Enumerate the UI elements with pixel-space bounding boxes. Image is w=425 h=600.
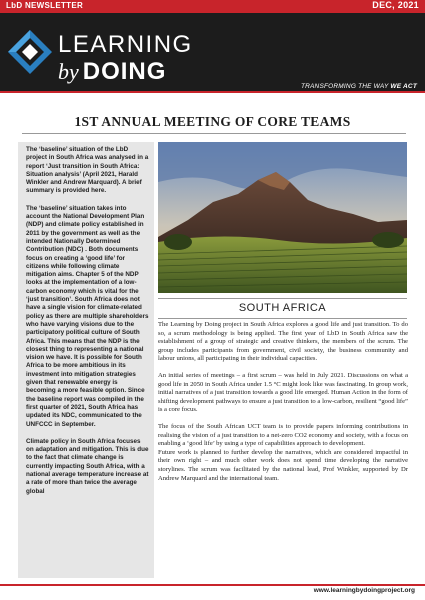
diamond-logo-icon [7, 29, 53, 75]
brand-by-doing [58, 58, 166, 86]
brand-learning: LEARNING [58, 31, 193, 58]
mountain-vineyard-image [158, 142, 407, 293]
title-divider [22, 133, 406, 134]
body-paragraph: The focus of the South African UCT team is to provide papers informing contributions in realising the vision of a just transition to a net-zero CO2 economy and society, with a focus on enabling a ‘good life’ by using a type of capabilities approach to development. [158, 422, 408, 448]
body-paragraph: Future work is planned to further develop the narratives, which are considered impactful in their own right – and much other work does not spend time developing the narrative storylines. The scrum was facilitated by the national lead, Prof Winkler, supported by Dr Andrew Marquard and the international team. [158, 448, 408, 482]
section-heading: SOUTH AFRICA [238, 302, 327, 314]
newsletter-label: LbD NEWSLETTER [6, 1, 84, 10]
sidebar-paragraph: The ‘baseline’ situation takes into account the National Development Plan (NDP) and climate policy established in 2011 by the government as well as the intended Nationally Determined Contribution (NDC) . Both documents focus on creating a ‘good life’ for citizens while following climate mitigation aims. Chapter 5 of the NDP looks at the implementation of a low-carbon economy which is vital for the ‘just transition’. South Africa does not have a single vision for climate-related policy as there are multiple shareholders who have varying visions due to the participatory political culture of South Africa. This means that the NDP is the closest thing to representing a national vision we have. It is possible for South Africa to be more ambitious in its investment into mitigation strategies given that renewable energy is becoming a more feasible option. Since the baseline report was compiled in the first quarter of 2021, South Africa has updated its NDC, communicated to the UNFCCC in September. [26, 204, 149, 428]
tagline [301, 83, 417, 90]
section-divider-top [158, 298, 407, 299]
body-paragraph: The Learning by Doing project in South Africa explores a good life and just transition. To do so, a scrum methodology is being applied. The first year of LbD in South Africa saw the establishment of a group of strategic and creative thinkers, the members of the scrum. The group includes participants from government, civil society, the business community and labour unions, all participating in their individual capacities. [158, 321, 408, 363]
issue-date: DEC, 2021 [372, 0, 419, 10]
sidebar-paragraph: Climate policy in South Africa focuses on adaptation and mitigation. This is due to the fact that climate change is currently impacting South Africa, with a national average temperature increase at a rate of more than twice the average global [26, 437, 149, 495]
body-paragraph: An initial series of meetings – a first scrum – was held in July 2021. Discussions on what a good life in 2050 in South Africa under 1.5 °C might look like was fascinating. In group work, initial narratives of a just transition towards a good life emerged. Human Action in the form of shifting development pathways to ensure a just transition to a low-carbon, resilient “good life” is a core focus. [158, 371, 408, 414]
sidebar-paragraph: The ‘baseline’ situation of the LbD project in South Africa was analysed in a report ‘Just transition in South Africa: Situation analysis’ (April 2021, Harald Winkler and Andrew Marquard). A brief summary is provided here. [26, 146, 149, 195]
tagline-bold: WE ACT [390, 83, 417, 90]
website-link[interactable]: www.learningbydoingproject.org [313, 587, 415, 594]
landscape-photo [158, 142, 407, 293]
section-divider-bottom [158, 318, 407, 319]
footer-divider [0, 584, 425, 586]
top-strip [0, 0, 425, 13]
masthead [0, 13, 425, 91]
article-body [158, 321, 408, 576]
article-title: 1ST ANNUAL MEETING OF CORE TEAMS [74, 114, 351, 129]
brand-doing: DOING [82, 58, 167, 85]
header-divider [0, 91, 425, 93]
tagline-prefix: TRANSFORMING THE WAY [300, 83, 391, 90]
sidebar-summary [18, 142, 154, 578]
brand-by: by [58, 59, 79, 84]
